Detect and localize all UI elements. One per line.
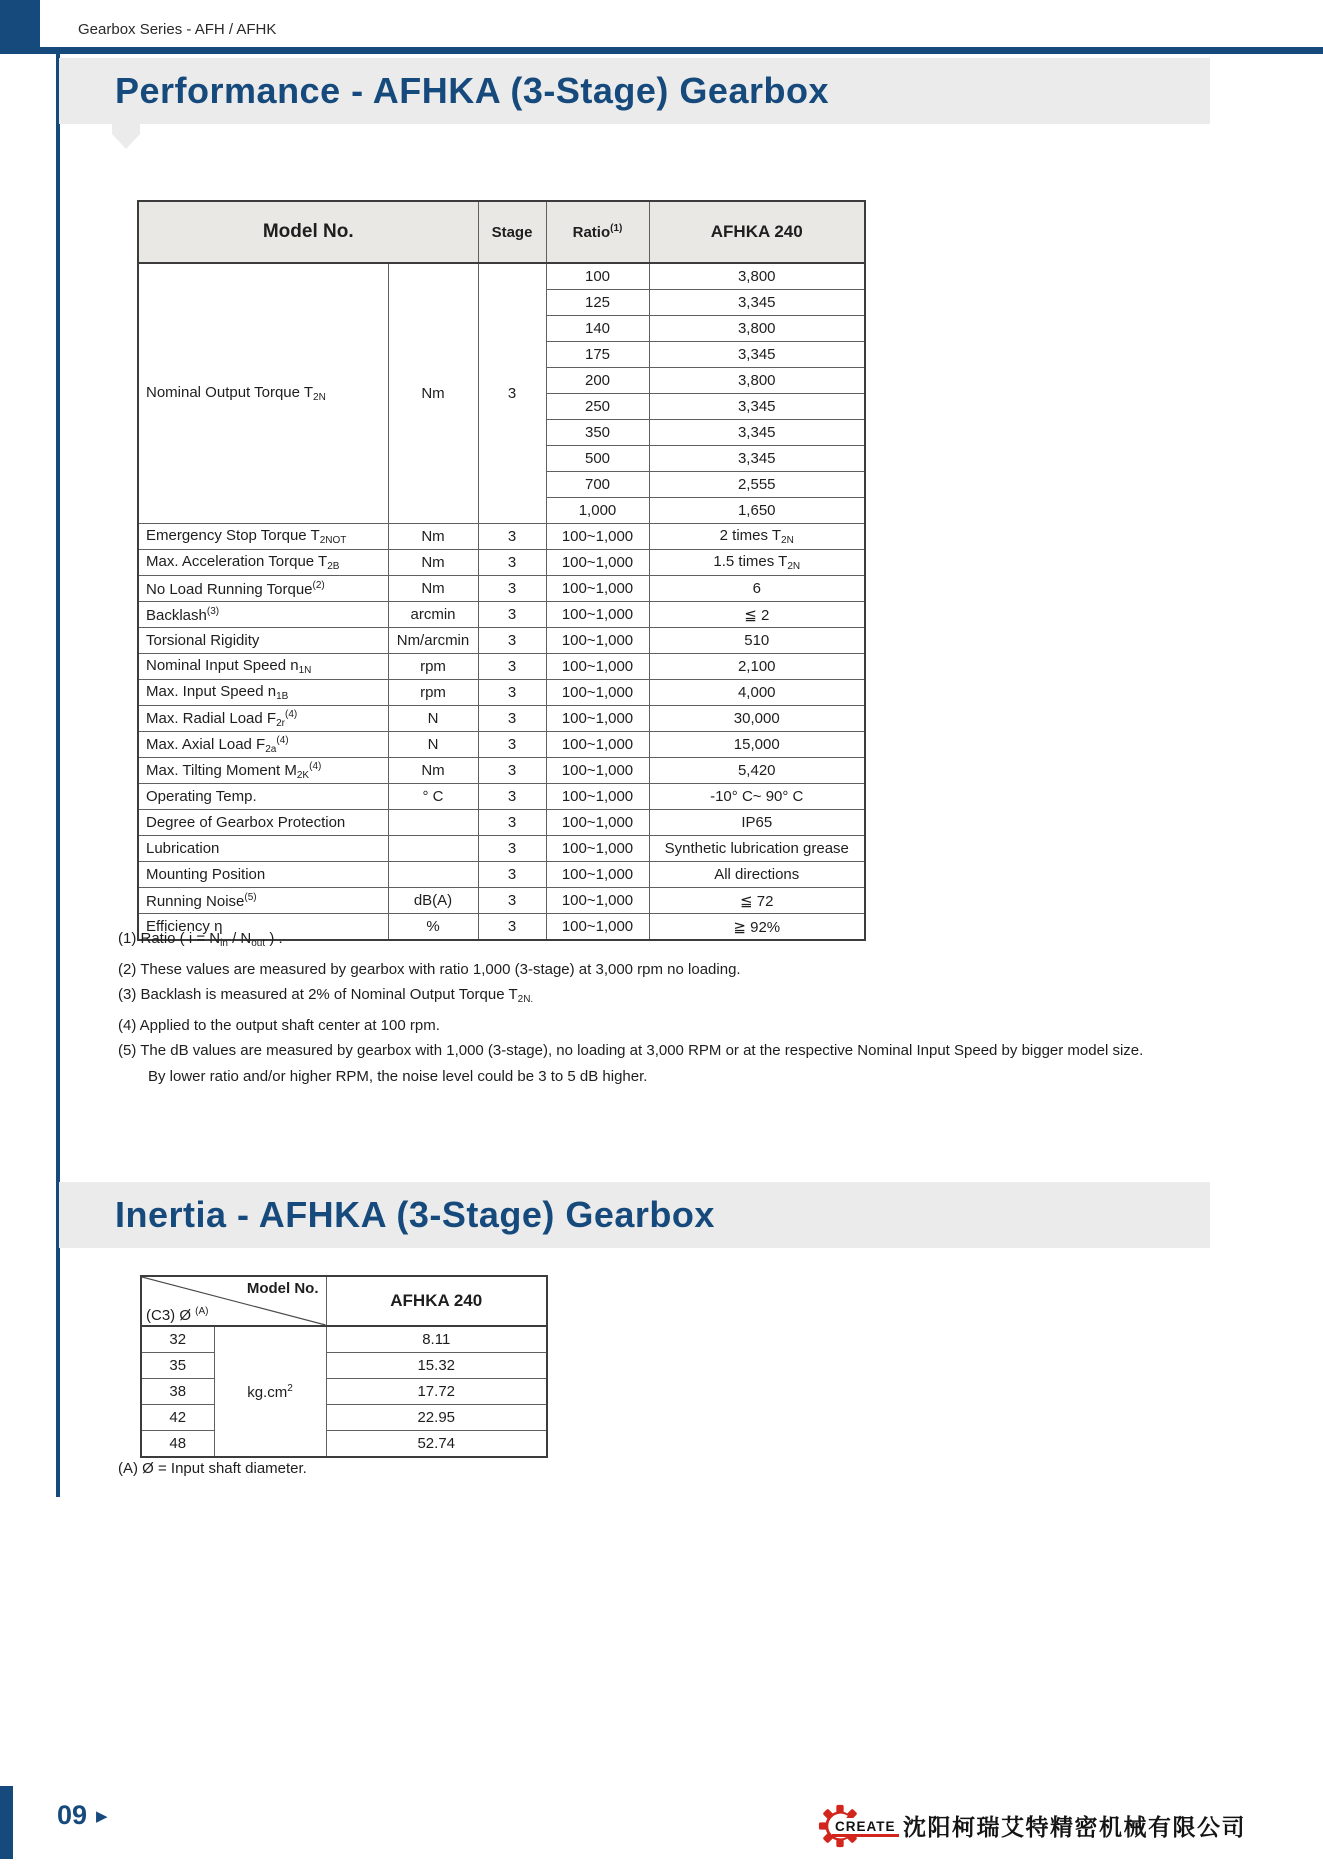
performance-footnotes xyxy=(118,926,1308,1089)
ratio-cell: 100~1,000 xyxy=(546,524,649,550)
value-cell: ≧ 92% xyxy=(649,914,865,941)
spec-row xyxy=(138,732,865,758)
spec-unit-cell: Nm xyxy=(388,758,478,784)
page-number-text: 09 xyxy=(57,1800,88,1830)
performance-section-banner xyxy=(59,58,1210,124)
performance-header-row xyxy=(138,201,865,263)
spec-stage-cell: 3 xyxy=(478,654,546,680)
value-cell: 3,345 xyxy=(649,446,865,472)
spec-row xyxy=(138,680,865,706)
spec-row xyxy=(138,602,865,628)
ratio-cell: 100~1,000 xyxy=(546,914,649,941)
performance-table xyxy=(137,200,866,941)
inertia-afhka240-header: AFHKA 240 xyxy=(326,1276,547,1326)
spec-label-cell: No Load Running Torque$^{(2)}$ xyxy=(138,576,388,602)
value-cell: All directions xyxy=(649,862,865,888)
spec-unit-cell xyxy=(388,810,478,836)
value-cell: 4,000 xyxy=(649,680,865,706)
spec-stage-cell: 3 xyxy=(478,862,546,888)
shaft-size-cell: 32 xyxy=(141,1326,214,1353)
inertia-title: Inertia - AFHKA (3-Stage) Gearbox xyxy=(115,1194,715,1235)
ratio-cell: 1,000 xyxy=(546,498,649,524)
ratio-cell: 140 xyxy=(546,316,649,342)
company-name: 沈阳柯瑞艾特精密机械有限公司 xyxy=(903,1814,1246,1840)
ratio-cell: 100~1,000 xyxy=(546,758,649,784)
spec-label-cell: Lubrication xyxy=(138,836,388,862)
value-cell: 3,800 xyxy=(649,368,865,394)
spec-stage-cell: 3 xyxy=(478,602,546,628)
spec-stage-cell: 3 xyxy=(478,784,546,810)
afhka240-header: AFHKA 240 xyxy=(649,201,865,263)
spec-label-cell: Max. Axial Load $F_{2a}^{(4)}$ xyxy=(138,732,388,758)
ratio-cell: 100~1,000 xyxy=(546,810,649,836)
spec-row xyxy=(138,784,865,810)
spec-label-cell: Max. Input Speed $n_{1B}$ xyxy=(138,680,388,706)
value-cell: 5,420 xyxy=(649,758,865,784)
ratio-cell: 100~1,000 xyxy=(546,680,649,706)
spec-label-cell: Efficiency η xyxy=(138,914,388,941)
ratio-cell: 100~1,000 xyxy=(546,888,649,914)
spec-stage-cell: 3 xyxy=(478,263,546,524)
spec-label-cell: Max. Radial Load $F_{2r}^{(4)}$ xyxy=(138,706,388,732)
left-rule xyxy=(56,54,60,1497)
spec-label-cell: Nominal Input Speed $n_{1N}$ xyxy=(138,654,388,680)
stage-header: Stage xyxy=(478,201,546,263)
spec-unit-cell: Nm xyxy=(388,263,478,524)
input-shaft-diameter-label: (C3) Ø $^{(A)}$ xyxy=(146,1306,209,1324)
ratio-cell: 100~1,000 xyxy=(546,654,649,680)
spec-row xyxy=(138,524,865,550)
ratio-cell: 125 xyxy=(546,290,649,316)
spec-stage-cell: 3 xyxy=(478,706,546,732)
ratio-cell: 100~1,000 xyxy=(546,732,649,758)
spec-label-cell: Mounting Position xyxy=(138,862,388,888)
ratio-cell: 100~1,000 xyxy=(546,784,649,810)
ratio-cell: 100~1,000 xyxy=(546,836,649,862)
spec-row xyxy=(138,758,865,784)
value-cell: 3,345 xyxy=(649,342,865,368)
spec-label-cell: Operating Temp. xyxy=(138,784,388,810)
value-cell: 2,100 xyxy=(649,654,865,680)
spec-stage-cell: 3 xyxy=(478,576,546,602)
value-cell: 6 xyxy=(649,576,865,602)
footnote: (1) Ratio ( $i = N_{in} / N_{out}$ ) . xyxy=(118,930,283,949)
torque-ratio-row xyxy=(138,263,865,290)
inertia-row xyxy=(141,1353,547,1379)
inertia-table xyxy=(140,1275,548,1458)
shaft-size-cell: 38 xyxy=(141,1379,214,1405)
spec-row xyxy=(138,706,865,732)
ratio-cell: 100~1,000 xyxy=(546,706,649,732)
ratio-cell: 500 xyxy=(546,446,649,472)
spec-label-cell: Running Noise$^{(5)}$ xyxy=(138,888,388,914)
footnote: (2) These values are measured by gearbox with ratio 1,000 (3-stage) at 3,000 rpm no loading. xyxy=(118,960,741,978)
spec-label-cell: Nominal Output Torque $T_{2N}$ xyxy=(138,263,388,524)
value-cell: 3,345 xyxy=(649,290,865,316)
value-cell: 30,000 xyxy=(649,706,865,732)
spec-label-cell: Degree of Gearbox Protection xyxy=(138,810,388,836)
spec-stage-cell: 3 xyxy=(478,836,546,862)
spec-label-cell: Max. Acceleration Torque $T_{2B}$ xyxy=(138,550,388,576)
breadcrumb: Gearbox Series - AFH / AFHK xyxy=(78,21,277,38)
spec-unit-cell: rpm xyxy=(388,680,478,706)
corner-accent xyxy=(0,0,40,54)
value-cell: 3,345 xyxy=(649,394,865,420)
spec-row xyxy=(138,862,865,888)
spec-stage-cell: 3 xyxy=(478,524,546,550)
spec-unit-cell: Nm xyxy=(388,550,478,576)
ratio-header: Ratio$^{(1)}$ xyxy=(546,201,649,263)
shaft-size-cell: 42 xyxy=(141,1405,214,1431)
spec-row xyxy=(138,810,865,836)
inertia-value-cell: 8.11 xyxy=(326,1326,547,1353)
ratio-cell: 100~1,000 xyxy=(546,628,649,654)
value-cell: 3,345 xyxy=(649,420,865,446)
value-cell: -10° C~ 90° C xyxy=(649,784,865,810)
spec-unit-cell: rpm xyxy=(388,654,478,680)
ratio-cell: 200 xyxy=(546,368,649,394)
spec-unit-cell: N xyxy=(388,732,478,758)
spec-stage-cell: 3 xyxy=(478,758,546,784)
spec-stage-cell: 3 xyxy=(478,810,546,836)
value-cell: 15,000 xyxy=(649,732,865,758)
ratio-cell: 250 xyxy=(546,394,649,420)
spec-unit-cell: dB(A) xyxy=(388,888,478,914)
spec-label-cell: Max. Tilting Moment $M_{2K}^{(4)}$ xyxy=(138,758,388,784)
value-cell: 3,800 xyxy=(649,316,865,342)
ratio-cell: 100~1,000 xyxy=(546,550,649,576)
ratio-cell: 700 xyxy=(546,472,649,498)
footnote: (3) Backlash is measured at 2% of Nominal Output Torque $T_{2N.}$ xyxy=(118,986,534,1005)
spec-unit-cell: Nm xyxy=(388,576,478,602)
ratio-cell: 100 xyxy=(546,263,649,290)
inertia-unit-cell: $kg.cm^2$ xyxy=(214,1326,326,1457)
value-cell: 3,800 xyxy=(649,263,865,290)
company-logo xyxy=(818,1794,1318,1860)
spec-label-cell: Backlash$^{(3)}$ xyxy=(138,602,388,628)
ratio-cell: 100~1,000 xyxy=(546,576,649,602)
spec-unit-cell xyxy=(388,836,478,862)
inertia-value-cell: 15.32 xyxy=(326,1353,547,1379)
spec-stage-cell: 3 xyxy=(478,914,546,941)
ratio-cell: 100~1,000 xyxy=(546,862,649,888)
arrow-right-icon: ▶ xyxy=(96,1808,108,1825)
inertia-section-banner xyxy=(59,1182,1210,1248)
spec-unit-cell: Nm xyxy=(388,524,478,550)
inertia-value-cell: 22.95 xyxy=(326,1405,547,1431)
model-no-header: Model No. xyxy=(138,201,478,263)
inertia-value-cell: 17.72 xyxy=(326,1379,547,1405)
ratio-cell: 100~1,000 xyxy=(546,602,649,628)
spec-unit-cell: ° C xyxy=(388,784,478,810)
banner-tail-decoration xyxy=(112,124,140,149)
bottom-accent-bar xyxy=(0,1786,13,1859)
spec-stage-cell: 3 xyxy=(478,732,546,758)
logo-create-text: CREATE xyxy=(832,1818,899,1837)
value-cell: 2 times $T_{2N}$ xyxy=(649,524,865,550)
spec-row xyxy=(138,550,865,576)
footnote: (4) Applied to the output shaft center at 100 rpm. xyxy=(118,1016,440,1034)
spec-row xyxy=(138,888,865,914)
value-cell: ≦ 72 xyxy=(649,888,865,914)
inertia-diagonal-header xyxy=(141,1276,326,1326)
value-cell: IP65 xyxy=(649,810,865,836)
inertia-row xyxy=(141,1379,547,1405)
value-cell: Synthetic lubrication grease xyxy=(649,836,865,862)
value-cell: ≦ 2 xyxy=(649,602,865,628)
page-number xyxy=(57,1800,108,1831)
spec-unit-cell: N xyxy=(388,706,478,732)
shaft-size-cell: 48 xyxy=(141,1431,214,1458)
inertia-footnote: (A) Ø = Input shaft diameter. xyxy=(118,1460,307,1477)
spec-stage-cell: 3 xyxy=(478,888,546,914)
shaft-size-cell: 35 xyxy=(141,1353,214,1379)
inertia-value-cell: 52.74 xyxy=(326,1431,547,1458)
spec-stage-cell: 3 xyxy=(478,628,546,654)
footnote: By lower ratio and/or higher RPM, the noise level could be 3 to 5 dB higher. xyxy=(148,1067,648,1085)
value-cell: 510 xyxy=(649,628,865,654)
value-cell: 2,555 xyxy=(649,472,865,498)
value-cell: 1.5 times $T_{2N}$ xyxy=(649,550,865,576)
value-cell: 1,650 xyxy=(649,498,865,524)
inertia-row xyxy=(141,1431,547,1458)
spec-unit-cell: arcmin xyxy=(388,602,478,628)
footnote: (5) The dB values are measured by gearbox with 1,000 (3-stage), no loading at 3,000 RPM or at the respective Nominal Input Speed by bigger model size. xyxy=(118,1042,1144,1059)
spec-row xyxy=(138,654,865,680)
inertia-row xyxy=(141,1405,547,1431)
spec-unit-cell: % xyxy=(388,914,478,941)
ratio-cell: 175 xyxy=(546,342,649,368)
inertia-row xyxy=(141,1326,547,1353)
spec-stage-cell: 3 xyxy=(478,550,546,576)
spec-row xyxy=(138,836,865,862)
spec-row xyxy=(138,628,865,654)
performance-title: Performance - AFHKA (3-Stage) Gearbox xyxy=(115,70,829,111)
spec-unit-cell: Nm/arcmin xyxy=(388,628,478,654)
inertia-header-row xyxy=(141,1276,547,1326)
inertia-model-no-label: Model No. xyxy=(246,1280,319,1297)
top-rule xyxy=(40,47,1323,54)
ratio-cell: 350 xyxy=(546,420,649,446)
spec-label-cell: Emergency Stop Torque $T_{2NOT}$ xyxy=(138,524,388,550)
spec-label-cell: Torsional Rigidity xyxy=(138,628,388,654)
spec-row xyxy=(138,576,865,602)
spec-unit-cell xyxy=(388,862,478,888)
spec-stage-cell: 3 xyxy=(478,680,546,706)
